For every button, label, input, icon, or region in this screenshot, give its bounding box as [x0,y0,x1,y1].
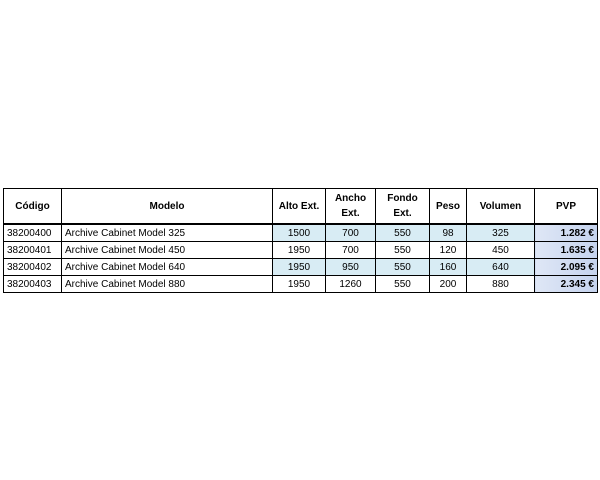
cell-volumen: 325 [467,224,535,242]
header-ancho: Ancho Ext. [326,189,376,225]
header-modelo: Modelo [62,189,273,225]
cell-peso: 98 [430,224,467,242]
cell-peso: 120 [430,242,467,259]
cell-volumen: 640 [467,259,535,276]
cell-ancho: 700 [326,224,376,242]
cell-ancho: 1260 [326,276,376,293]
cell-volumen: 880 [467,276,535,293]
cell-ancho: 950 [326,259,376,276]
cell-pvp: 1.282 € [535,224,598,242]
header-fondo: Fondo Ext. [376,189,430,225]
header-volumen: Volumen [467,189,535,225]
cell-pvp: 2.345 € [535,276,598,293]
cell-pvp: 1.635 € [535,242,598,259]
table-row [4,276,598,293]
cell-alto: 1500 [273,224,326,242]
cell-codigo: 38200403 [4,276,62,293]
cell-peso: 200 [430,276,467,293]
cell-volumen: 450 [467,242,535,259]
table-row [4,242,598,259]
cell-modelo: Archive Cabinet Model 880 [62,276,273,293]
cell-fondo: 550 [376,242,430,259]
cell-alto: 1950 [273,242,326,259]
cell-peso: 160 [430,259,467,276]
cell-alto: 1950 [273,276,326,293]
table-header-row [4,189,598,225]
cell-codigo: 38200402 [4,259,62,276]
price-table [3,188,598,293]
cell-modelo: Archive Cabinet Model 325 [62,224,273,242]
cell-ancho: 700 [326,242,376,259]
header-alto: Alto Ext. [273,189,326,225]
cell-fondo: 550 [376,224,430,242]
cell-modelo: Archive Cabinet Model 640 [62,259,273,276]
header-peso: Peso [430,189,467,225]
cell-fondo: 550 [376,276,430,293]
cell-codigo: 38200400 [4,224,62,242]
cell-fondo: 550 [376,259,430,276]
cell-alto: 1950 [273,259,326,276]
table-row [4,259,598,276]
cell-modelo: Archive Cabinet Model 450 [62,242,273,259]
table-row [4,224,598,242]
cell-codigo: 38200401 [4,242,62,259]
header-pvp: PVP [535,189,598,225]
header-codigo: Código [4,189,62,225]
cell-pvp: 2.095 € [535,259,598,276]
